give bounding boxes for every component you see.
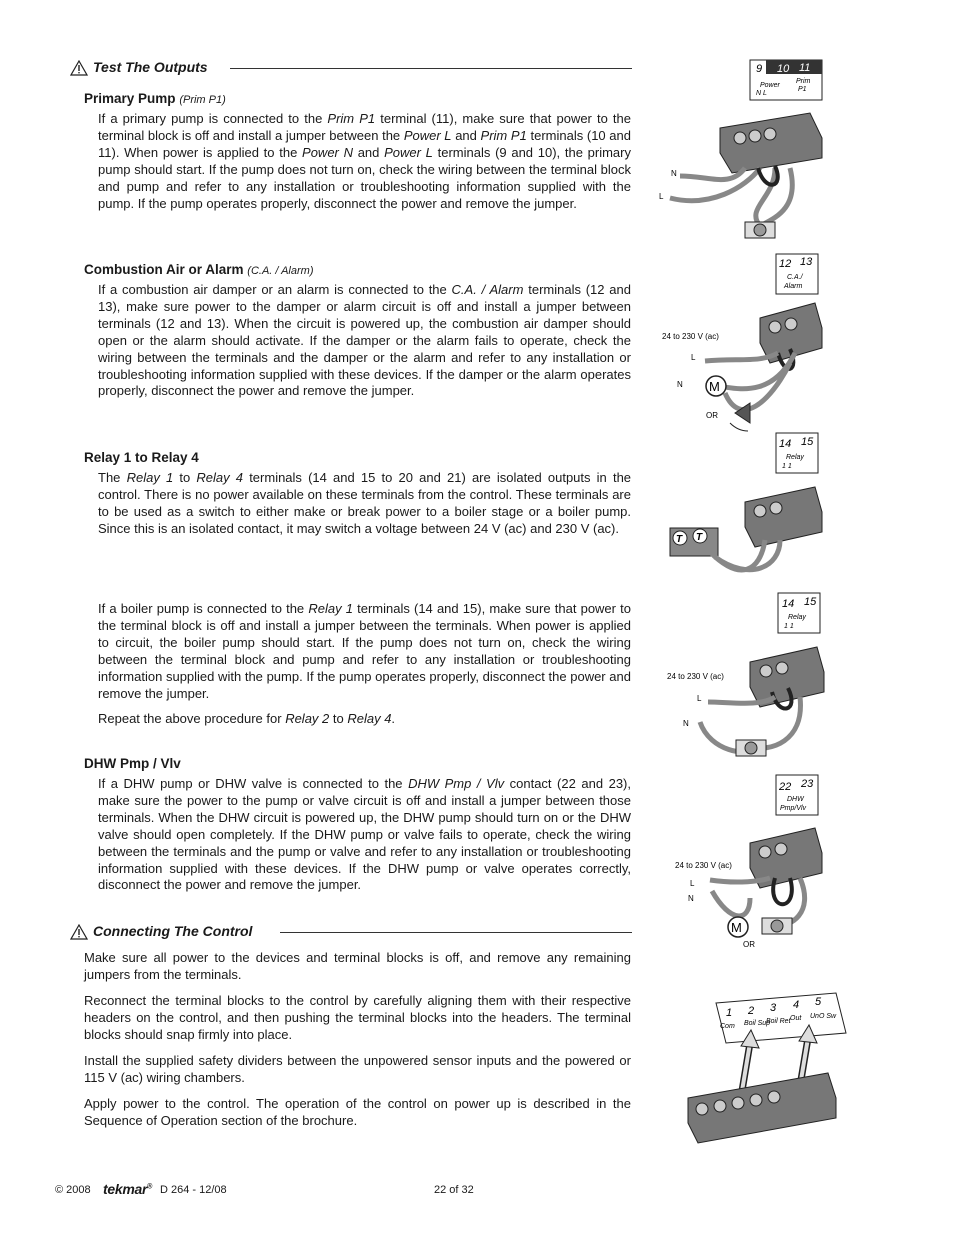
terminal-label: Pmp/Vlv	[780, 805, 807, 812]
term: Relay 4	[196, 470, 244, 485]
combustion-paragraph	[98, 282, 631, 400]
text: If a primary pump is connected to the	[98, 111, 328, 126]
terminal-label: Boil Ret	[766, 1018, 791, 1025]
terminal-screw	[768, 1091, 780, 1103]
terminal-screw	[785, 318, 797, 330]
t-label: T	[676, 534, 683, 545]
connect-paragraph-3: Install the supplied safety dividers between the unpowered sensor inputs and the powered or 115 V (ac) wiring chambers.	[84, 1053, 631, 1085]
relay-heading	[84, 450, 199, 465]
terminal-number: 5	[815, 996, 822, 1008]
terminal-screw	[696, 1103, 708, 1115]
wire-label-n: N	[677, 380, 683, 389]
terminal-screw	[764, 128, 776, 140]
registered-mark: ®	[147, 1183, 152, 1191]
terminal-diagram	[640, 988, 850, 1148]
connect-paragraph-4: Apply power to the control. The operation of the control on power up is described in the Sequence of Operation section of the brochure.	[84, 1096, 631, 1128]
text: If a combustion air damper or an alarm is connected to the	[98, 282, 452, 297]
text: and	[451, 127, 481, 143]
section-title: Test The Outputs	[93, 59, 208, 75]
terminal-label: N L	[756, 90, 767, 97]
terminal-label: Relay	[788, 614, 806, 621]
terminal-diagram	[650, 773, 850, 953]
term: Relay 1	[308, 601, 353, 616]
terminal-screw	[714, 1100, 726, 1112]
text: and	[352, 144, 385, 160]
terminal-number: 14	[779, 438, 792, 450]
terminal-block	[750, 647, 824, 707]
figure-reconnect	[640, 988, 850, 1148]
text: The	[98, 470, 127, 485]
terminal-number: 15	[801, 436, 814, 448]
primary-pump-paragraph	[98, 111, 631, 212]
term: Prim P1	[327, 111, 376, 126]
heading-text: Primary Pump	[84, 91, 176, 106]
terminal-number: 9	[756, 63, 763, 75]
warning-icon	[70, 924, 88, 940]
terminal-label: UnO Sw	[810, 1013, 837, 1020]
wire-label-l: L	[690, 879, 695, 888]
terminal-diagram	[650, 253, 850, 438]
terminal-number: 14	[782, 598, 795, 610]
terminal-label: Relay	[786, 454, 804, 461]
motor-label: M	[731, 920, 742, 935]
or-label: OR	[743, 940, 755, 949]
terminal-screw	[769, 321, 781, 333]
connect-paragraph-2: Reconnect the terminal blocks to the control by carefully aligning them with their respective headers on the control, and then pushing the terminal blocks into the headers. The terminal blocks should snap firmly into place.	[84, 993, 631, 1042]
heading-text: DHW Pmp / Vlv	[84, 756, 181, 771]
term: Power L	[403, 127, 452, 143]
term: Relay 2	[285, 711, 330, 726]
section-rule	[230, 68, 632, 69]
relay-paragraph-3	[98, 711, 631, 728]
brand-name: tekmar	[103, 1181, 148, 1197]
terminal-number: 22	[779, 781, 792, 793]
figure-combustion-air	[650, 253, 850, 438]
footer-doc-number: D 264 - 12/08	[160, 1184, 227, 1196]
section-header-test-outputs	[70, 59, 632, 79]
terminal-number: 11	[799, 62, 811, 74]
text: If a DHW pump or DHW valve is connected to the	[98, 776, 409, 791]
wire-label-l: L	[697, 694, 702, 703]
terminal-number: 15	[804, 596, 817, 608]
terminal-number: 12	[779, 258, 792, 270]
terminal-number: 3	[770, 1002, 777, 1014]
terminal-label: P1	[798, 86, 807, 93]
text: .	[391, 711, 396, 726]
text: If a boiler pump is connected to the	[98, 601, 309, 616]
term: Power L	[384, 144, 433, 160]
terminal-number: 10	[777, 63, 790, 75]
text: terminals (9 and 10), the primary pump should start. If the pump does not turn on, check the wiring between the terminal block and pump and refer to any installation or troubleshooting information supplied with the pump. If the pump operates properly, disconnect the power and remove the jumper.	[98, 144, 631, 211]
relay-paragraph-2	[98, 601, 631, 702]
text: to	[173, 470, 197, 485]
t-label: T	[696, 532, 703, 543]
alarm-sound-icon	[730, 423, 748, 431]
terminal-label: Com	[720, 1023, 735, 1030]
section-title: Connecting The Control	[93, 923, 253, 939]
figure-relay-stage	[650, 432, 850, 582]
term: Prim P1	[480, 127, 527, 143]
term: Relay 4	[347, 711, 392, 726]
wire	[710, 878, 770, 882]
terminal-label: Out	[790, 1015, 802, 1022]
pump-motor	[771, 920, 783, 932]
terminal-number: 2	[748, 1005, 755, 1017]
figure-relay-pump	[650, 592, 850, 767]
brand-logo	[103, 1181, 152, 1197]
section-rule	[280, 932, 632, 933]
term: Power N	[302, 144, 353, 160]
warning-icon	[70, 60, 88, 76]
terminal-label: Prim	[796, 78, 811, 85]
terminal-label: DHW	[787, 796, 804, 803]
terminal-number: 1	[726, 1007, 733, 1019]
term: C.A. / Alarm	[451, 282, 524, 297]
dhw-heading	[84, 756, 181, 771]
text: terminals (12 and 13), make sure power to the damper or alarm circuit is off and install a jumper between terminals (12 and 13). When the circuit is powered up, the combustion air damper should open or the alarm should activate. If the damper or the alarm fails to operate, check the wiring between the terminals and the damper or the alarm and refer to any installation or troubleshooting information supplied with these devices. If the damper or the alarm operates properly, disconnect the power and remove the jumper.	[98, 282, 631, 399]
heading-text: Relay 1 to Relay 4	[84, 450, 199, 465]
terminal-label: Power	[760, 82, 780, 89]
footer-copyright: © 2008	[55, 1184, 91, 1196]
terminal-number: 4	[793, 999, 800, 1011]
terminal-screw	[732, 1097, 744, 1109]
terminal-screw	[760, 665, 772, 677]
terminal-screw	[734, 132, 746, 144]
pump-motor	[754, 224, 766, 236]
connect-paragraph-1: Make sure all power to the devices and terminal blocks is off, and remove any remaining jumpers from the terminals.	[84, 950, 631, 982]
terminal-block	[720, 113, 822, 173]
relay-paragraph-1	[98, 470, 631, 538]
heading-paren: (C.A. / Alarm)	[247, 265, 314, 277]
wire-label-n: N	[688, 894, 694, 903]
text: terminals (14 and 15), make sure that power to the terminal block is off and install a jumper between the terminals. When power is applied to circuit, the boiler pump should start. If the pump does not turn on, check the wiring between the terminal block and pump and refer to any installation or troubleshooting information supplied with the pump. If the pump operates properly, disconnect the power and remove the jumper.	[98, 601, 631, 701]
wire-label-l: L	[691, 353, 696, 362]
terminal-number: 13	[800, 256, 813, 268]
primary-pump-heading	[84, 91, 226, 106]
terminal-block	[745, 487, 822, 547]
terminal-screw	[754, 505, 766, 517]
terminal-diagram	[650, 432, 850, 582]
wire	[715, 540, 780, 570]
wire-label-n: N	[671, 169, 677, 178]
terminal-screw	[770, 502, 782, 514]
figure-primary-pump	[650, 58, 850, 248]
terminal-number: 23	[801, 778, 814, 790]
heading-paren: (Prim P1)	[179, 94, 226, 106]
section-header-connecting	[70, 923, 632, 943]
voltage-label: 24 to 230 V (ac)	[675, 861, 732, 870]
combustion-heading	[84, 262, 314, 277]
text: contact (22 and 23), make sure the power to the pump or valve circuit is off and install a jumper between those terminals. When the DHW circuit is powered up, the DHW pump should turn on or the DHW valve should open completely. If the DHW pump or valve fails to operate, check the wiring between the terminals and the pump or valve and refer to any installation or troubleshooting information supplied with these devices. If the DHW pump or valve operates correctly, disconnect the power and remove the jumper.	[98, 776, 631, 893]
wire	[712, 891, 750, 916]
text: terminals (10 and 11). When power is applied to the	[98, 127, 631, 160]
or-label: OR	[706, 411, 718, 420]
term: DHW Pmp / Vlv	[408, 776, 505, 791]
terminal-label: 1 1	[782, 463, 792, 470]
terminal-block	[688, 1073, 836, 1143]
term: Relay 1	[126, 470, 174, 485]
voltage-label: 24 to 230 V (ac)	[667, 672, 724, 681]
terminal-diagram	[650, 592, 850, 767]
heading-text: Combustion Air or Alarm	[84, 262, 244, 277]
terminal-label: 1 1	[784, 623, 794, 630]
terminal-label: C.A./	[787, 274, 803, 281]
wire-label-n: N	[683, 719, 689, 728]
voltage-label: 24 to 230 V (ac)	[662, 332, 719, 341]
wire	[670, 168, 760, 201]
terminal-screw	[775, 843, 787, 855]
dhw-paragraph	[98, 776, 631, 894]
text: terminal (11), make sure that power to the terminal block is off and install a jumper between the	[98, 111, 632, 143]
text: terminals (14 and 15 to 20 and 21) are isolated outputs in the control. There is no power available on these terminals from the control. These terminals are to be used as a switch to either make or break power to a boiler stage or a boiler pump. Since this is an isolated contact, it may switch a voltage between 24 V (ac) and 230 V (ac).	[98, 470, 632, 536]
motor-label: M	[709, 379, 720, 394]
terminal-screw	[759, 846, 771, 858]
terminal-screw	[749, 130, 761, 142]
terminal-diagram	[650, 58, 850, 248]
terminal-label: Alarm	[784, 283, 803, 290]
terminal-screw	[776, 662, 788, 674]
terminal-screw	[750, 1094, 762, 1106]
text: Repeat the above procedure for	[98, 711, 286, 726]
figure-dhw	[650, 773, 850, 953]
pump-motor	[745, 742, 757, 754]
terminal-label: Boil Sup	[744, 1020, 771, 1027]
wire-label-l: L	[659, 192, 664, 201]
footer-page-number: 22 of 32	[434, 1184, 474, 1196]
text: to	[329, 711, 348, 726]
